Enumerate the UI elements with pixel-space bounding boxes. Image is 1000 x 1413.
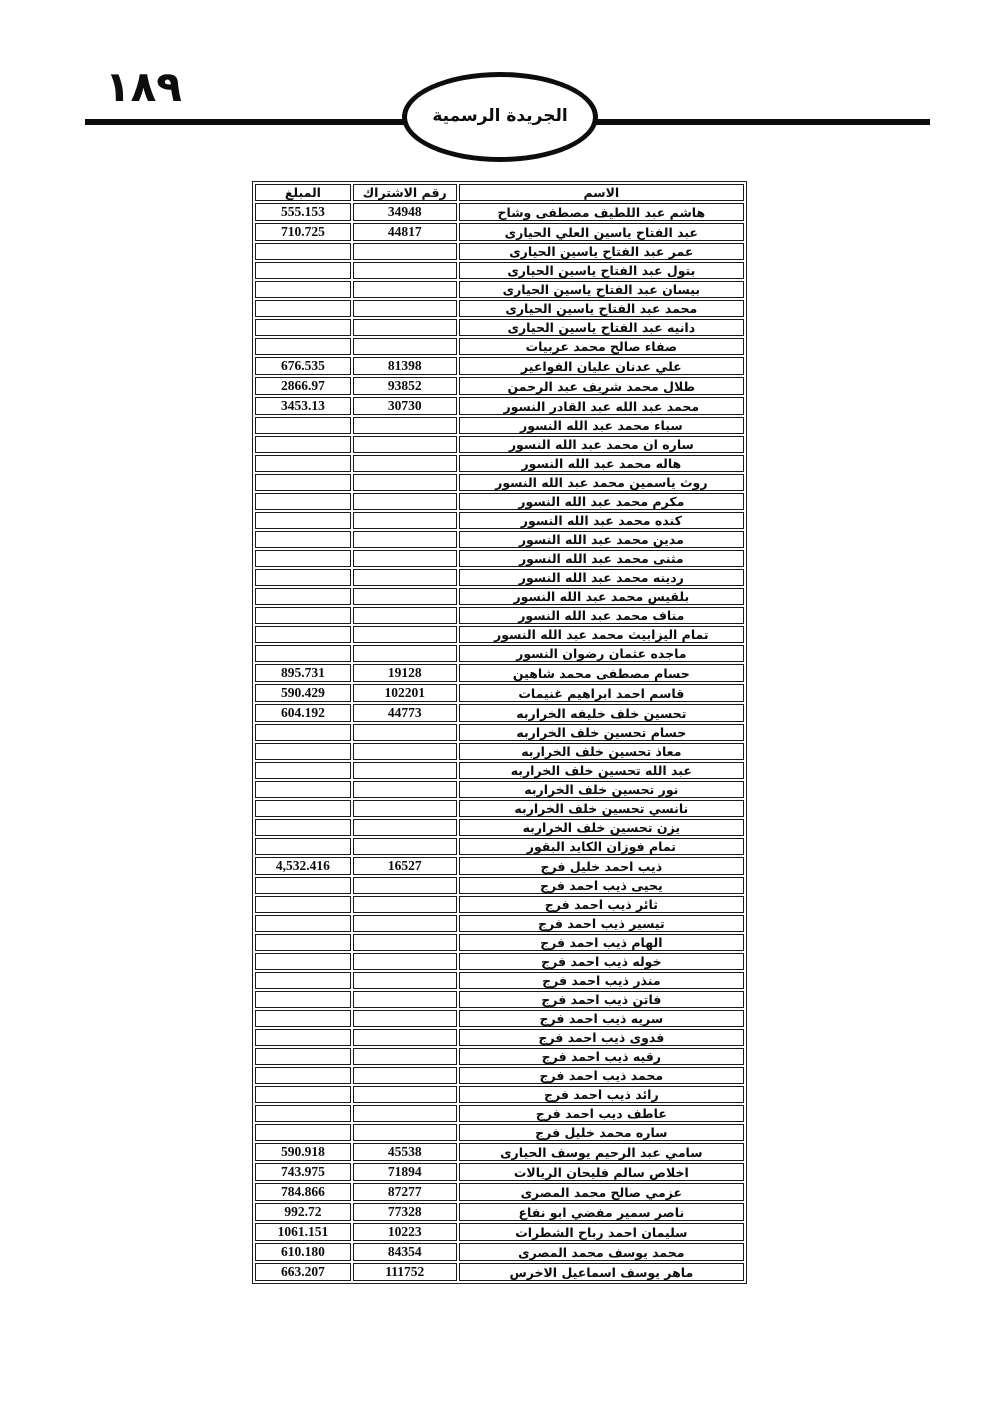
subscription-cell [353, 762, 457, 779]
amount-cell [255, 762, 351, 779]
amount-cell [255, 877, 351, 894]
table-row [255, 569, 744, 586]
subscription-cell: 77328 [353, 1203, 457, 1221]
name-cell: فاتن ذيب احمد فرج [459, 991, 744, 1008]
subscription-cell [353, 953, 457, 970]
name-cell: روث ياسمين محمد عبد الله النسور [459, 474, 744, 491]
amount-cell: 676.535 [255, 357, 351, 375]
amount-cell [255, 953, 351, 970]
subscription-cell [353, 607, 457, 624]
subscription-cell [353, 781, 457, 798]
subscription-cell: 102201 [353, 684, 457, 702]
name-cell: صفاء صالح محمد عربيات [459, 338, 744, 355]
subscription-cell: 93852 [353, 377, 457, 395]
amount-cell [255, 838, 351, 855]
name-cell: ناصر سمير مفضي ابو نفاع [459, 1203, 744, 1221]
table-row [255, 377, 744, 395]
name-cell: حسام تحسين خلف الخراربه [459, 724, 744, 741]
table-row [255, 262, 744, 279]
name-cell: معاذ تحسين خلف الخراربه [459, 743, 744, 760]
amount-cell [255, 1010, 351, 1027]
name-cell: طلال محمد شريف عبد الرحمن [459, 377, 744, 395]
subscription-cell [353, 1010, 457, 1027]
table-row [255, 1048, 744, 1065]
subscription-cell [353, 838, 457, 855]
name-cell: تمام اليزابيث محمد عبد الله النسور [459, 626, 744, 643]
name-cell: ثائر ذيب احمد فرج [459, 896, 744, 913]
name-cell: الهام ذيب احمد فرج [459, 934, 744, 951]
name-cell: سباء محمد عبد الله النسور [459, 417, 744, 434]
subscription-cell: 19128 [353, 664, 457, 682]
amount-cell: 2866.97 [255, 377, 351, 395]
table-row [255, 1203, 744, 1221]
subscription-cell: 34948 [353, 203, 457, 221]
subscription-cell [353, 531, 457, 548]
table-row [255, 1163, 744, 1181]
subscription-cell [353, 281, 457, 298]
name-cell: بتول عبد الفتاح ياسين الحيارى [459, 262, 744, 279]
table-row [255, 1029, 744, 1046]
subscription-cell [353, 915, 457, 932]
table-row [255, 934, 744, 951]
amount-cell [255, 569, 351, 586]
name-cell: مكرم محمد عبد الله النسور [459, 493, 744, 510]
table-row [255, 436, 744, 453]
name-cell: محمد يوسف محمد المصرى [459, 1243, 744, 1261]
name-cell: محمد عبد الله عبد القادر النسور [459, 397, 744, 415]
amount-cell [255, 1124, 351, 1141]
name-cell: عمر عبد الفتاح ياسين الحيارى [459, 243, 744, 260]
subscription-cell [353, 896, 457, 913]
table-row [255, 338, 744, 355]
subscription-cell [353, 588, 457, 605]
subscription-cell: 44773 [353, 704, 457, 722]
table-row [255, 762, 744, 779]
subscription-cell [353, 319, 457, 336]
name-cell: نانسي تحسين خلف الخراربه [459, 800, 744, 817]
name-cell: كنده محمد عبد الله النسور [459, 512, 744, 529]
subscription-cell: 111752 [353, 1263, 457, 1281]
subscription-cell: 30730 [353, 397, 457, 415]
table-row [255, 1010, 744, 1027]
name-cell: يزن تحسين خلف الخراربه [459, 819, 744, 836]
name-cell: قاسم احمد ابراهيم غنيمات [459, 684, 744, 702]
table-row [255, 607, 744, 624]
table-row [255, 512, 744, 529]
amount-cell: 4,532.416 [255, 857, 351, 875]
table-row [255, 531, 744, 548]
name-cell: محمد عبد الفتاح ياسين الحيارى [459, 300, 744, 317]
amount-cell: 590.429 [255, 684, 351, 702]
table-row [255, 1263, 744, 1281]
subscription-cell: 44817 [353, 223, 457, 241]
subscription-cell: 87277 [353, 1183, 457, 1201]
name-cell: فدوى ذيب احمد فرج [459, 1029, 744, 1046]
name-cell: ذيب احمد خليل فرج [459, 857, 744, 875]
subscription-cell [353, 300, 457, 317]
subscription-cell [353, 819, 457, 836]
amount-cell [255, 1029, 351, 1046]
table-row [255, 953, 744, 970]
name-cell: ردينه محمد عبد الله النسور [459, 569, 744, 586]
name-cell: تمام فوزان الكايد البقور [459, 838, 744, 855]
subscription-cell [353, 1124, 457, 1141]
subscription-cell [353, 800, 457, 817]
subscription-cell [353, 972, 457, 989]
amount-cell [255, 645, 351, 662]
table-row [255, 1143, 744, 1161]
amount-cell: 590.918 [255, 1143, 351, 1161]
amount-cell [255, 262, 351, 279]
table-header-subscription: رقم الاشتراك [353, 184, 457, 201]
table-row [255, 991, 744, 1008]
gazette-seal [402, 72, 598, 162]
table-row [255, 300, 744, 317]
name-cell: دانيه عبد الفتاح ياسين الحيارى [459, 319, 744, 336]
table-row [255, 724, 744, 741]
amount-cell [255, 1105, 351, 1122]
subscription-cell [353, 436, 457, 453]
amount-cell [255, 1086, 351, 1103]
name-cell: هاله محمد عبد الله النسور [459, 455, 744, 472]
subscription-cell [353, 626, 457, 643]
subscription-cell [353, 1086, 457, 1103]
table-row [255, 857, 744, 875]
amount-cell: 604.192 [255, 704, 351, 722]
table-row [255, 800, 744, 817]
table-row [255, 819, 744, 836]
name-cell: تحسين خلف خليفه الخراربه [459, 704, 744, 722]
subscription-cell [353, 338, 457, 355]
name-cell: سليمان احمد رباح الشطرات [459, 1223, 744, 1241]
amount-cell [255, 300, 351, 317]
table-row [255, 704, 744, 722]
subscribers-table-container [252, 181, 747, 1284]
page-number: ١٨٩ [105, 62, 182, 111]
name-cell: رقيه ذيب احمد فرج [459, 1048, 744, 1065]
table-row [255, 223, 744, 241]
amount-cell: 992.72 [255, 1203, 351, 1221]
name-cell: تيسير ذيب احمد فرج [459, 915, 744, 932]
subscription-cell: 45538 [353, 1143, 457, 1161]
subscription-cell [353, 569, 457, 586]
subscription-cell [353, 1105, 457, 1122]
subscription-cell [353, 243, 457, 260]
amount-cell [255, 531, 351, 548]
amount-cell [255, 588, 351, 605]
amount-cell [255, 512, 351, 529]
subscription-cell [353, 550, 457, 567]
name-cell: عاطف ديب احمد فرج [459, 1105, 744, 1122]
amount-cell [255, 781, 351, 798]
table-row [255, 645, 744, 662]
amount-cell [255, 896, 351, 913]
subscription-cell [353, 877, 457, 894]
amount-cell: 710.725 [255, 223, 351, 241]
subscription-cell: 71894 [353, 1163, 457, 1181]
table-row [255, 455, 744, 472]
subscription-cell [353, 474, 457, 491]
subscription-cell [353, 991, 457, 1008]
table-row [255, 1243, 744, 1261]
table-row [255, 1223, 744, 1241]
table-body [255, 203, 744, 1281]
gazette-title: الجريدة الرسمية [432, 106, 568, 126]
amount-cell: 743.975 [255, 1163, 351, 1181]
table-row [255, 397, 744, 415]
table-header [255, 184, 744, 201]
table-header-row [255, 184, 744, 201]
name-cell: هاشم عبد اللطيف مصطفى وشاح [459, 203, 744, 221]
amount-cell [255, 455, 351, 472]
amount-cell [255, 626, 351, 643]
table-header-name: الاسم [459, 184, 744, 201]
name-cell: اخلاص سالم فليحان الريالات [459, 1163, 744, 1181]
table-row [255, 626, 744, 643]
amount-cell [255, 281, 351, 298]
table-row [255, 493, 744, 510]
amount-cell [255, 991, 351, 1008]
table-row [255, 203, 744, 221]
name-cell: رائد ذيب احمد فرج [459, 1086, 744, 1103]
amount-cell [255, 417, 351, 434]
name-cell: عبد الله تحسين خلف الخراربه [459, 762, 744, 779]
subscription-cell [353, 417, 457, 434]
subscribers-table [252, 181, 747, 1284]
table-row [255, 243, 744, 260]
name-cell: بلقيس محمد عبد الله النسور [459, 588, 744, 605]
subscription-cell [353, 455, 457, 472]
amount-cell [255, 800, 351, 817]
name-cell: خوله ذيب احمد فرج [459, 953, 744, 970]
table-row [255, 357, 744, 375]
amount-cell [255, 972, 351, 989]
table-row [255, 1124, 744, 1141]
amount-cell [255, 1048, 351, 1065]
subscription-cell [353, 1029, 457, 1046]
subscription-cell [353, 743, 457, 760]
amount-cell: 784.866 [255, 1183, 351, 1201]
subscription-cell [353, 262, 457, 279]
name-cell: محمد ذيب احمد فرج [459, 1067, 744, 1084]
table-row [255, 417, 744, 434]
amount-cell [255, 338, 351, 355]
amount-cell [255, 1067, 351, 1084]
amount-cell: 610.180 [255, 1243, 351, 1261]
table-row [255, 550, 744, 567]
subscription-cell [353, 645, 457, 662]
table-row [255, 838, 744, 855]
amount-cell: 555.153 [255, 203, 351, 221]
subscription-cell [353, 512, 457, 529]
subscription-cell [353, 1067, 457, 1084]
name-cell: عزمي صالح محمد المصرى [459, 1183, 744, 1201]
amount-cell: 3453.13 [255, 397, 351, 415]
amount-cell [255, 934, 351, 951]
amount-cell [255, 743, 351, 760]
table-header-amount: المبلغ [255, 184, 351, 201]
amount-cell [255, 243, 351, 260]
name-cell: حسام مصطفى محمد شاهين [459, 664, 744, 682]
name-cell: مثنى محمد عبد الله النسور [459, 550, 744, 567]
amount-cell [255, 550, 351, 567]
amount-cell [255, 915, 351, 932]
subscription-cell [353, 724, 457, 741]
amount-cell: 1061.151 [255, 1223, 351, 1241]
name-cell: مدين محمد عبد الله النسور [459, 531, 744, 548]
table-row [255, 684, 744, 702]
subscription-cell [353, 934, 457, 951]
table-row [255, 1086, 744, 1103]
amount-cell [255, 474, 351, 491]
name-cell: ماهر يوسف اسماعيل الاخرس [459, 1263, 744, 1281]
name-cell: سامي عبد الرحيم يوسف الحيارى [459, 1143, 744, 1161]
name-cell: ساره ان محمد عبد الله النسور [459, 436, 744, 453]
table-row [255, 877, 744, 894]
amount-cell [255, 607, 351, 624]
table-row [255, 281, 744, 298]
subscription-cell: 16527 [353, 857, 457, 875]
name-cell: نور تحسين خلف الخراربه [459, 781, 744, 798]
subscription-cell [353, 1048, 457, 1065]
amount-cell [255, 319, 351, 336]
amount-cell: 663.207 [255, 1263, 351, 1281]
table-row [255, 319, 744, 336]
subscription-cell [353, 493, 457, 510]
name-cell: بيسان عبد الفتاح ياسين الحيارى [459, 281, 744, 298]
name-cell: سريه ذيب احمد فرج [459, 1010, 744, 1027]
name-cell: علي عدنان عليان الفواعير [459, 357, 744, 375]
subscription-cell: 10223 [353, 1223, 457, 1241]
name-cell: عبد الفتاح ياسين العلي الحيارى [459, 223, 744, 241]
table-row [255, 1067, 744, 1084]
table-row [255, 474, 744, 491]
table-row [255, 972, 744, 989]
table-row [255, 1105, 744, 1122]
amount-cell [255, 493, 351, 510]
table-row [255, 743, 744, 760]
table-row [255, 915, 744, 932]
amount-cell [255, 819, 351, 836]
table-row [255, 1183, 744, 1201]
subscription-cell: 81398 [353, 357, 457, 375]
name-cell: منذر ذيب احمد فرج [459, 972, 744, 989]
name-cell: ماجده عثمان رضوان النسور [459, 645, 744, 662]
subscription-cell: 84354 [353, 1243, 457, 1261]
name-cell: يحيى ذيب احمد فرج [459, 877, 744, 894]
table-row [255, 664, 744, 682]
name-cell: مناف محمد عبد الله النسور [459, 607, 744, 624]
table-row [255, 781, 744, 798]
amount-cell [255, 724, 351, 741]
table-row [255, 588, 744, 605]
amount-cell: 895.731 [255, 664, 351, 682]
table-row [255, 896, 744, 913]
amount-cell [255, 436, 351, 453]
name-cell: ساره محمد خليل فرج [459, 1124, 744, 1141]
